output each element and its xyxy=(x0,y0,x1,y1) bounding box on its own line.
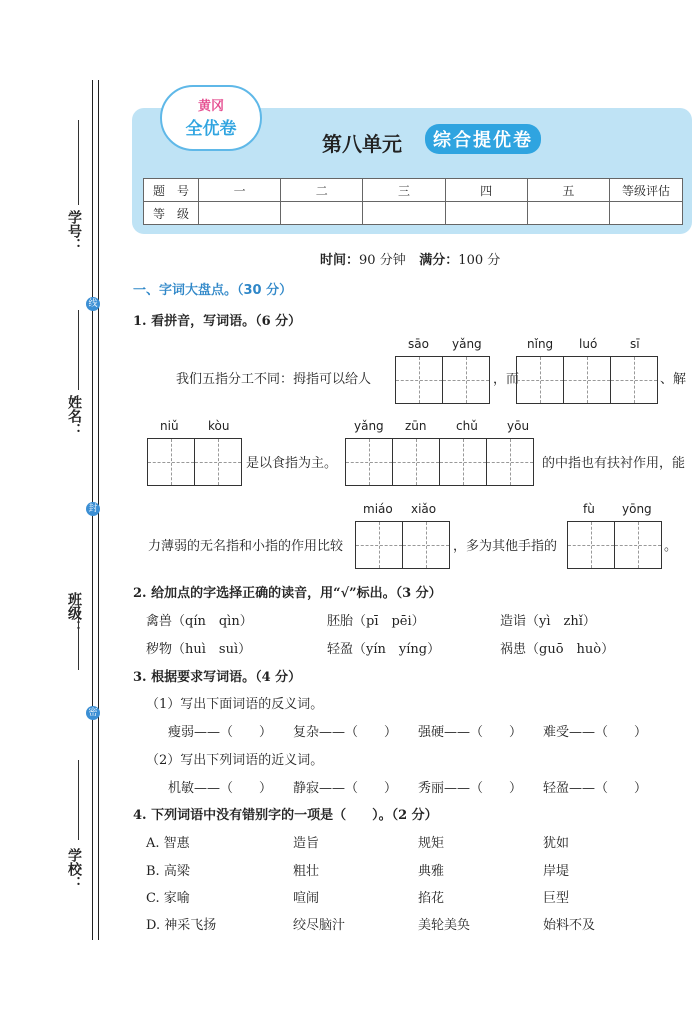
name-label: 姓名： xyxy=(66,395,82,437)
grade-input-cell[interactable] xyxy=(281,202,363,225)
pinyin-yang2: yǎng xyxy=(354,419,384,433)
grade-cell: 二 xyxy=(281,179,363,202)
q4-option: A. 智惠 xyxy=(146,836,190,851)
grade-input-cell[interactable] xyxy=(610,202,683,225)
q3-sub2-item: 静寂——（ ） xyxy=(293,781,398,796)
q3-sub1: （1）写出下面词语的反义词。 xyxy=(146,697,324,712)
pinyin-you: yōu xyxy=(507,419,530,433)
q1-title: 1. 看拼音，写词语。（6 分） xyxy=(133,314,302,329)
char-cell[interactable] xyxy=(442,356,490,404)
q4-option: 始料不及 xyxy=(543,918,596,933)
q4-title: 4. 下列词语中没有错别字的一项是（ ）。（2 分） xyxy=(133,808,438,823)
pinyin-kou: kòu xyxy=(208,419,230,433)
class-label: 班级： xyxy=(66,592,82,634)
q2-item: 禽兽（qín qìn） xyxy=(146,614,253,629)
char-cell[interactable] xyxy=(610,356,658,404)
grade-input-cell[interactable] xyxy=(527,202,609,225)
char-cell[interactable] xyxy=(563,356,611,404)
grade-cell: 等级评估 xyxy=(610,179,683,202)
answer-box-2[interactable] xyxy=(517,356,658,404)
time-value: 90 分钟 xyxy=(359,253,406,268)
time-line xyxy=(320,249,500,268)
answer-box-6[interactable] xyxy=(568,521,662,569)
grade-cell: 题 号 xyxy=(144,179,199,202)
pinyin-fu: fù xyxy=(583,502,595,516)
pinyin-zun: zūn xyxy=(405,419,427,433)
page-subtitle: 综合提优卷 xyxy=(425,124,541,154)
q4-option: 掐花 xyxy=(418,891,445,906)
logo-line2: 全优卷 xyxy=(185,119,237,139)
time-label: 时间： xyxy=(320,253,360,268)
grade-input-cell[interactable] xyxy=(199,202,281,225)
char-cell[interactable] xyxy=(614,521,662,569)
answer-box-4[interactable] xyxy=(346,438,534,486)
school-line xyxy=(78,760,79,840)
score-value: 100 分 xyxy=(458,253,501,268)
pinyin-chu: chǔ xyxy=(456,419,478,433)
q4-option: 巨型 xyxy=(543,891,570,906)
char-cell[interactable] xyxy=(439,438,487,486)
q2-item: 秽物（huì suì） xyxy=(146,642,252,657)
margin-dot-mi: 密 xyxy=(86,706,100,720)
q4-option: 喧闹 xyxy=(293,891,320,906)
student-id-line xyxy=(78,120,79,205)
q4-option: 造旨 xyxy=(293,836,320,851)
q3-sub1-item: 瘦弱——（ ） xyxy=(168,725,273,740)
char-cell[interactable] xyxy=(567,521,615,569)
class-line xyxy=(78,600,79,670)
q4-option: 犹如 xyxy=(543,836,570,851)
grade-table xyxy=(143,178,683,225)
q2-item: 胚胎（pī pēi） xyxy=(327,614,425,629)
answer-box-5[interactable] xyxy=(356,521,450,569)
pinyin-luo: luó xyxy=(579,337,598,351)
q1-line2-a: 是以食指为主。 xyxy=(246,456,338,471)
grade-table-row-2 xyxy=(144,202,683,225)
margin-dot-xian: 线 xyxy=(86,297,100,311)
pinyin-xiao: xiǎo xyxy=(411,502,437,516)
grade-input-cell[interactable] xyxy=(445,202,527,225)
school-label: 学校： xyxy=(66,848,82,890)
char-cell[interactable] xyxy=(194,438,242,486)
q3-sub2-item: 机敏——（ ） xyxy=(168,781,273,796)
q4-option: B. 高梁 xyxy=(146,864,190,879)
page-title: 第八单元 xyxy=(322,132,402,156)
q4-option: C. 家喻 xyxy=(146,891,190,906)
pinyin-sao: sāo xyxy=(408,337,429,351)
pinyin-miao: miáo xyxy=(363,502,393,516)
grade-input-cell[interactable] xyxy=(363,202,445,225)
q1-line1-text: 我们五指分工不同：拇指可以给人 xyxy=(176,372,372,387)
char-cell[interactable] xyxy=(345,438,393,486)
grade-cell: 一 xyxy=(199,179,281,202)
q3-sub1-item: 复杂——（ ） xyxy=(293,725,398,740)
char-cell[interactable] xyxy=(395,356,443,404)
pinyin-yong: yōng xyxy=(622,502,652,516)
q2-item: 祸患（guō huò） xyxy=(500,642,615,657)
q3-sub2: （2）写出下列词语的近义词。 xyxy=(146,753,324,768)
logo-line1: 黄冈 xyxy=(197,99,224,114)
grade-cell: 五 xyxy=(527,179,609,202)
pinyin-niu: niǔ xyxy=(160,419,179,433)
grade-table-row-1 xyxy=(144,179,683,202)
score-label: 满分： xyxy=(419,253,459,268)
answer-box-3[interactable] xyxy=(148,438,242,486)
q4-option: 粗壮 xyxy=(293,864,320,879)
q1-line1-mid: ，而 xyxy=(493,372,520,387)
name-line xyxy=(78,310,79,390)
q2-title: 2. 给加点的字选择正确的读音，用“√”标出。（3 分） xyxy=(133,586,442,601)
char-cell[interactable] xyxy=(516,356,564,404)
q4-option: 规矩 xyxy=(418,836,445,851)
section-1-title: 一、字词大盘点。（30 分） xyxy=(133,283,293,298)
char-cell[interactable] xyxy=(392,438,440,486)
q3-sub2-item: 轻盈——（ ） xyxy=(543,781,648,796)
brand-logo xyxy=(160,85,262,151)
q4-option: D. 神采飞扬 xyxy=(146,918,217,933)
char-cell[interactable] xyxy=(486,438,534,486)
char-cell[interactable] xyxy=(355,521,403,569)
q3-sub2-item: 秀丽——（ ） xyxy=(418,781,523,796)
q3-sub1-item: 强硬——（ ） xyxy=(418,725,523,740)
grade-cell: 四 xyxy=(445,179,527,202)
q1-line1-end: 、解 xyxy=(660,372,687,387)
char-cell[interactable] xyxy=(147,438,195,486)
q1-line3-a: 力薄弱的无名指和小指的作用比较 xyxy=(148,539,344,554)
pinyin-si: sī xyxy=(630,337,640,351)
q1-line3-b: ，多为其他手指的 xyxy=(453,539,558,554)
pinyin-yang1: yǎng xyxy=(452,337,482,351)
q1-line2-b: 的中指也有扶衬作用，能 xyxy=(542,456,686,471)
grade-cell: 三 xyxy=(363,179,445,202)
q2-item: 轻盈（yín yíng） xyxy=(327,642,441,657)
q3-title: 3. 根据要求写词语。（4 分） xyxy=(133,670,302,685)
margin-dot-feng: 封 xyxy=(86,502,100,516)
grade-cell: 等 级 xyxy=(144,202,199,225)
q4-option: 岸堤 xyxy=(543,864,570,879)
q4-option: 美轮美奂 xyxy=(418,918,471,933)
answer-box-1[interactable] xyxy=(396,356,490,404)
student-id-label: 学号： xyxy=(66,210,82,252)
pinyin-ning: nǐng xyxy=(527,337,554,351)
char-cell[interactable] xyxy=(402,521,450,569)
q1-line3-c: 。 xyxy=(664,539,678,554)
q4-option: 绞尽脑汁 xyxy=(293,918,346,933)
q3-sub1-item: 难受——（ ） xyxy=(543,725,648,740)
q4-option: 典雅 xyxy=(418,864,445,879)
q2-item: 造诣（yì zhǐ） xyxy=(500,614,596,629)
